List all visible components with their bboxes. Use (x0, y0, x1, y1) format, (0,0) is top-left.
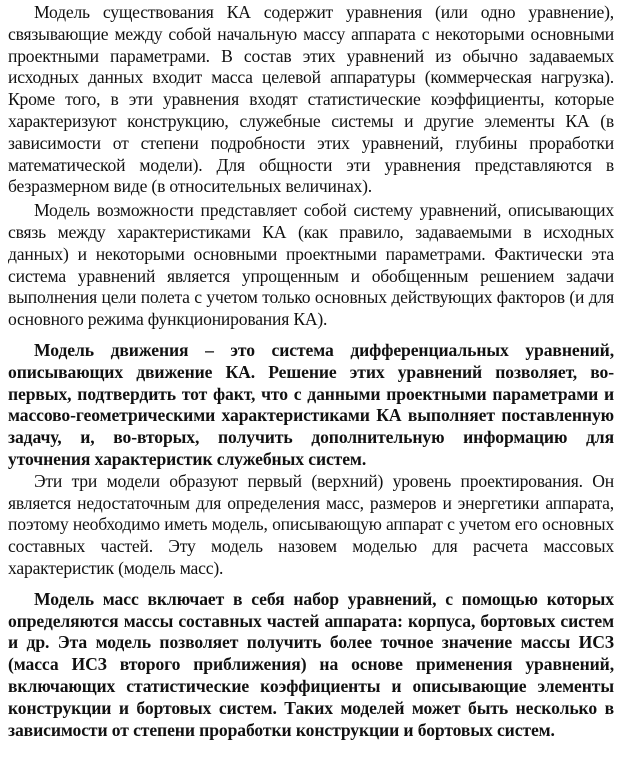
paragraph-existence-model: Модель существования КА содержит уравнения (или одно уравнение), связывающие между собой начальную массу аппарата с некоторыми основными проектными параметрами. В состав этих уравнений из обычно задаваемых исходных данных входит масса целевой аппаратуры (коммерческая нагрузка). Кроме того, в эти уравнения входят статистические коэффициенты, которые характеризуют конструкцию, служебные системы и другие элементы КА (в зависимости от степени подробности этих уравнений, глубины проработки математической модели). Для общности эти уравнения представляются в безразмерном виде (в относительных величинах). (8, 2, 614, 197)
paragraph-mass-model: Модель масс включает в себя набор уравнений, с помощью которых определяются массы составных частей аппарата: корпуса, бортовых систем и др. Эта модель позволяет получить более точное значение массы ИСЗ (масса ИСЗ второго приближения) на основе применения уравнений, включающих статистические коэффициенты и описывающие элементы конструкции и бортовых систем. Таких моделей может быть несколько в зависимости от степени проработки конструкции и бортовых систем. (8, 588, 614, 740)
paragraph-capability-model: Модель возможности представляет собой систему уравнений, описывающих связь между характеристиками КА (как правило, задаваемыми в исходных данных) и некоторыми основными проектными параметрами. Фактически эта система уравнений является упрощенным и обобщенным решением задачи выполнения цели полета с учетом только основных действующих факторов (и для основного режима функционирования КА). (8, 200, 614, 330)
document-page (8, 2, 614, 741)
paragraph-motion-model: Модель движения – это система дифференциальных уравнений, описывающих движение КА. Решение этих уравнений позволяет, во-первых, подтвердить тот факт, что с данными проектными параметрами и массово-геометрическими характеристиками КА выполняет поставленную задачу, и, во-вторых, получить дополнительную информацию для уточнения характеристик служебных систем. (8, 339, 614, 469)
paragraph-design-level: Эти три модели образуют первый (верхний) уровень проектирования. Он является недостаточным для определения масс, размеров и энергетики аппарата, поэтому необходимо иметь модель, описывающую аппарат с учетом его основных составных частей. Эту модель назовем моделью для расчета массовых характеристик (модель масс). (8, 470, 614, 578)
